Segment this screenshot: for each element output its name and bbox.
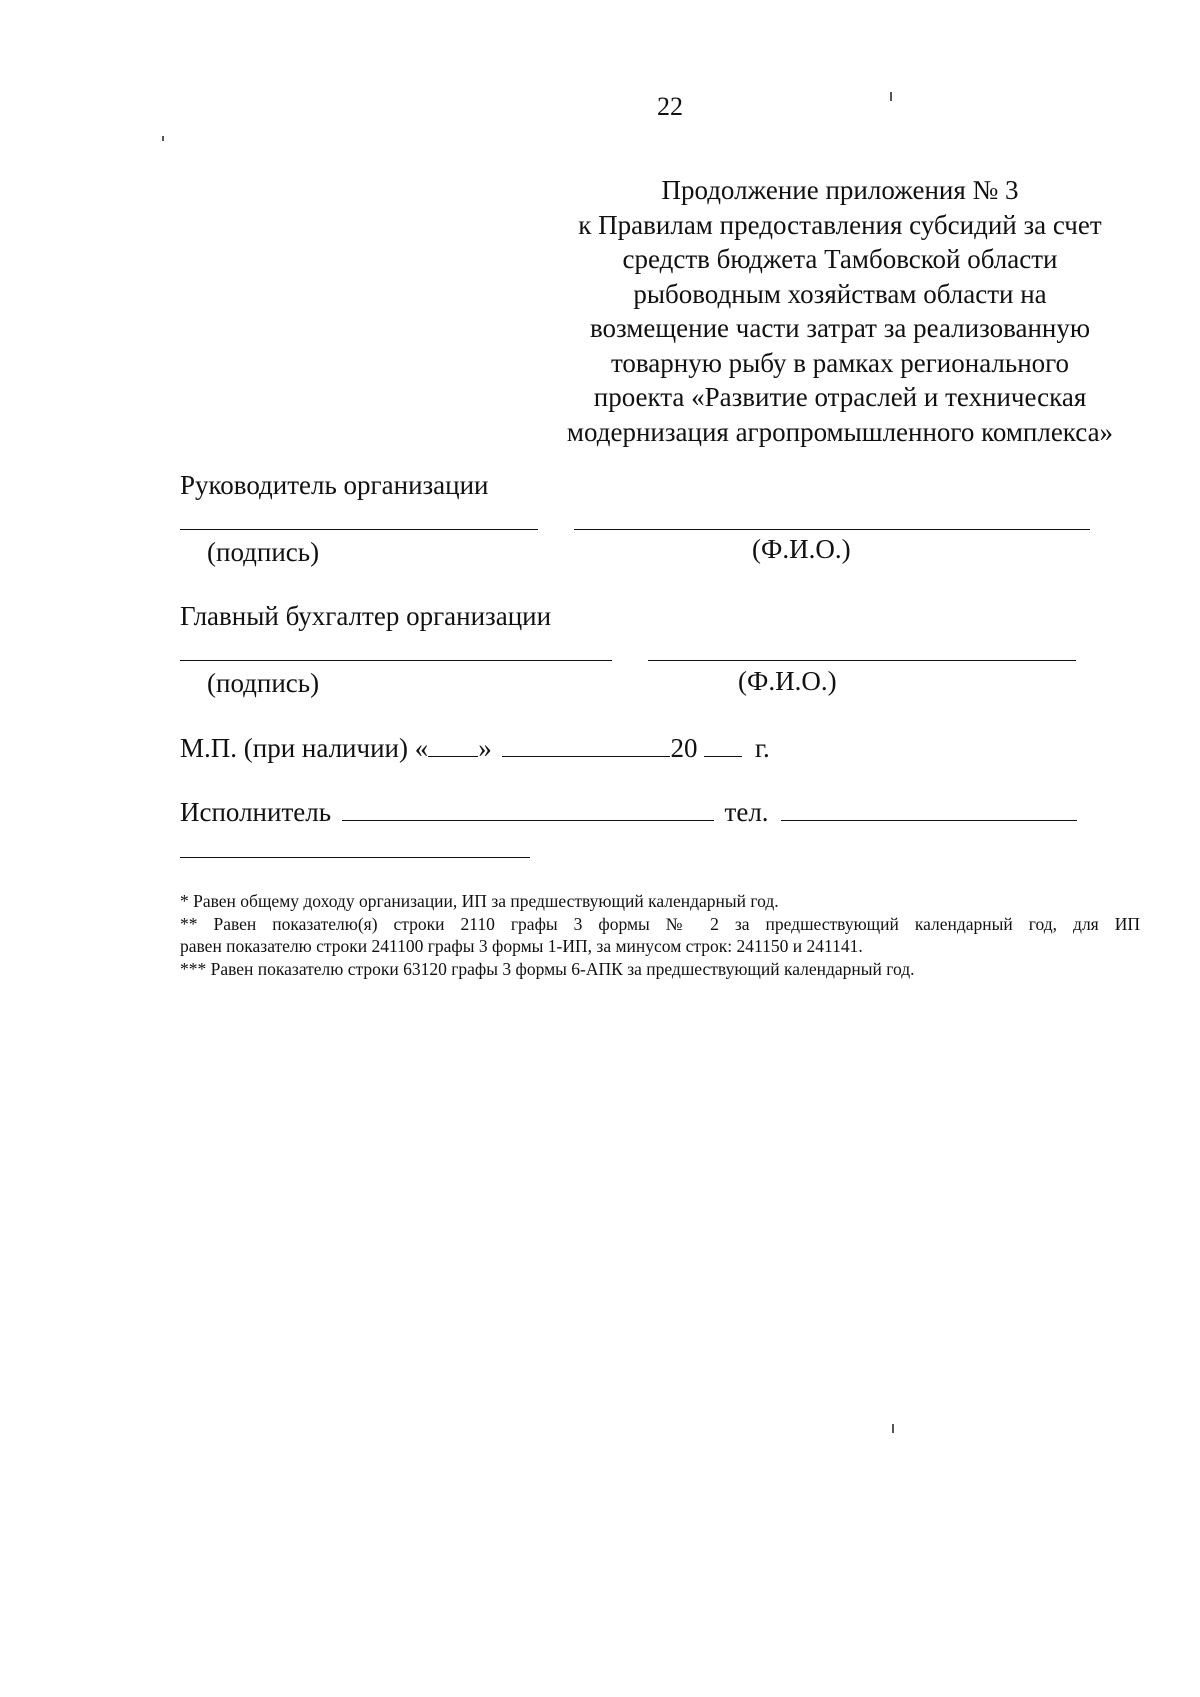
executor-underline-extra	[180, 857, 530, 858]
stamp-quote-close: »	[478, 733, 492, 763]
heading-line: модернизация агропромышленного комплекса»	[566, 416, 1114, 447]
executor-line	[180, 797, 1077, 828]
phone-label: тел.	[724, 797, 769, 827]
head-name-line	[574, 529, 1090, 530]
year-prefix: 20	[670, 733, 698, 763]
heading-line: товарную рыбу в рамках регионального	[610, 347, 1070, 378]
executor-name-blank	[342, 798, 714, 821]
heading-line: проекта «Развитие отраслей и техническая	[593, 382, 1087, 412]
footnote-2-continued: равен показателю строки 241100 графы 3 формы 1-ИП, за минусом строк: 241150 и 241141.	[180, 936, 863, 956]
heading-line: средств бюджета Тамбовской области	[622, 244, 1058, 274]
heading-line: рыбоводным хозяйствам области на	[633, 278, 1047, 309]
scan-speck	[892, 1424, 894, 1433]
day-blank	[428, 734, 478, 757]
head-signature-caption: (подпись)	[207, 537, 320, 567]
footnote-2: ** Равен показателю(я) строки 2110 графы 3 формы № 2 за предшествующий календарный год, для ИП	[180, 913, 1140, 934]
scan-speck	[162, 136, 164, 141]
scan-speck	[890, 92, 892, 101]
accountant-signature-caption: (подпись)	[207, 668, 320, 698]
heading-line: к Правилам предоставления субсидий за счет	[578, 209, 1102, 240]
accountant-signature-line	[180, 660, 612, 661]
phone-blank	[781, 798, 1077, 821]
executor-label: Исполнитель	[180, 797, 332, 827]
page-number: 22	[657, 92, 683, 121]
footnote-3: *** Равен показателю строки 63120 графы 3 формы 6-АПК за предшествующий календарный год.	[180, 958, 915, 979]
accountant-name-caption: (Ф.И.О.)	[738, 666, 837, 696]
footnote-1: * Равен общему доходу организации, ИП за предшествующий календарный год.	[180, 891, 779, 911]
heading-line: Продолжение приложения № 3	[661, 175, 1019, 205]
heading-line: возмещение части затрат за реализованную	[589, 313, 1091, 343]
head-name-caption: (Ф.И.О.)	[752, 534, 851, 564]
accountant-title: Главный бухгалтер организации	[180, 601, 552, 631]
head-signature-line	[180, 529, 538, 530]
head-title: Руководитель организации	[180, 470, 489, 500]
year-blank	[704, 734, 742, 757]
year-suffix: г.	[754, 733, 770, 763]
accountant-name-line	[648, 660, 1076, 661]
month-blank	[502, 734, 670, 757]
stamp-prefix: М.П. (при наличии) «	[180, 733, 429, 763]
stamp-date-line	[180, 733, 770, 764]
appendix-heading	[540, 173, 1140, 449]
footnotes	[180, 890, 1140, 980]
